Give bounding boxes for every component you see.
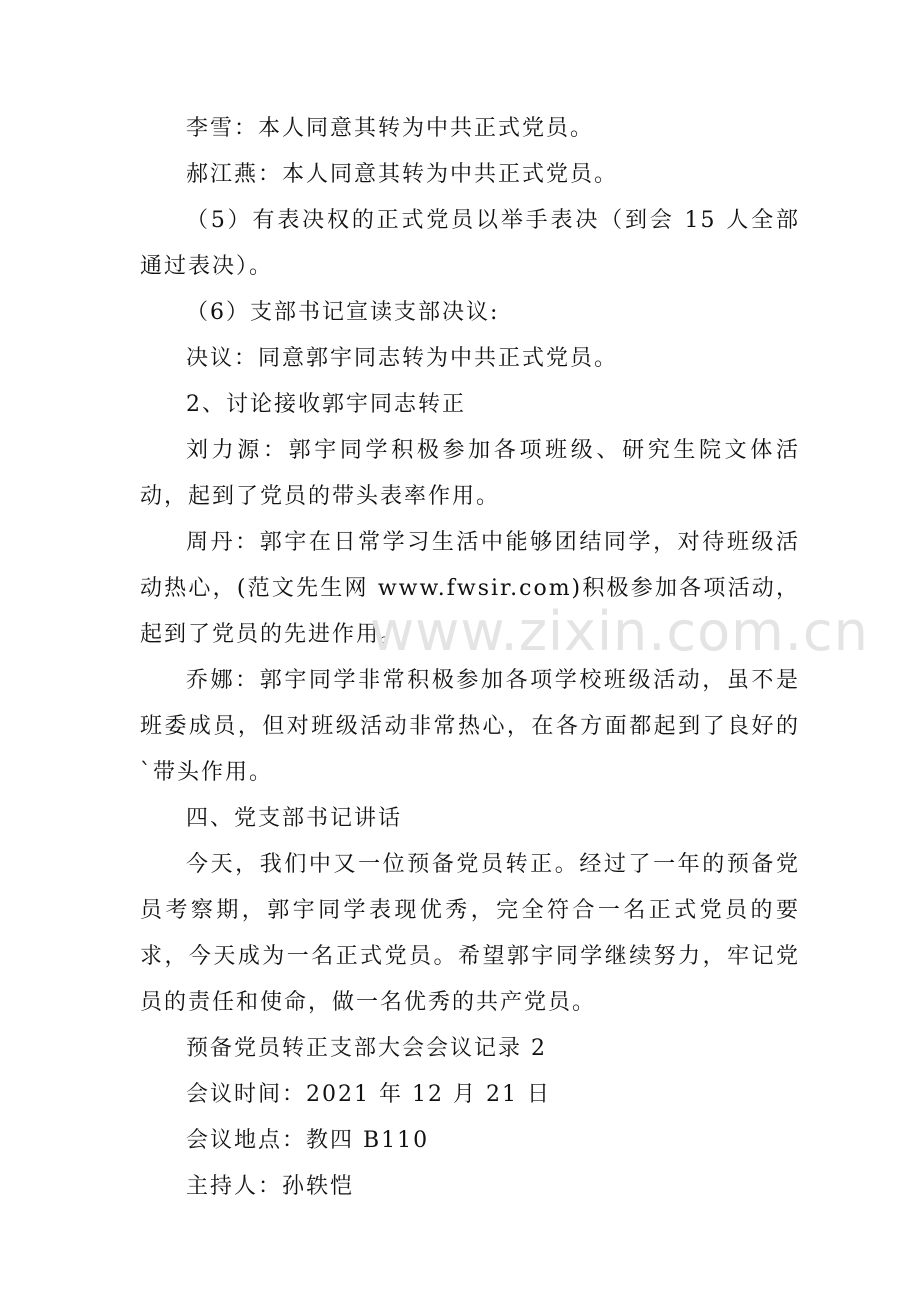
meeting-host: 主持人：孙轶恺 (186, 1174, 355, 1199)
watermark: www.zixin.com.cn (370, 600, 869, 663)
paragraph-liu-liyuan: 刘力源：郭宇同学积极参加各项班级、研究生院文体活动，起到了党员的带头表率作用。 (140, 438, 800, 509)
document-body (140, 106, 800, 1210)
paragraph-show-of-hands: （5）有表决权的正式党员以举手表决（到会 15 人全部通过表决）。 (140, 208, 800, 279)
section-heading-secretary-speech: 四、党支部书记讲话 (186, 806, 403, 831)
paragraph-vote-hejiangyan: 郝江燕：本人同意其转为中共正式党员。 (186, 162, 619, 187)
paragraph-qiao-na: 乔娜：郭宇同学非常积极参加各项学校班级活动，虽不是班委成员，但对班级活动非常热心，在各方面都起到了良好的`带头作用。 (140, 668, 800, 785)
paragraph-vote-lixue: 李雪：本人同意其转为中共正式党员。 (186, 116, 595, 141)
section-heading-discussion: 2、讨论接收郭宇同志转正 (186, 392, 466, 417)
record-title: 预备党员转正支部大会会议记录 2 (186, 1036, 547, 1061)
meeting-time: 会议时间：2021 年 12 月 21 日 (186, 1082, 551, 1107)
paragraph-resolution: 决议：同意郭宇同志转为中共正式党员。 (186, 346, 619, 371)
meeting-location: 会议地点：教四 B110 (186, 1128, 430, 1153)
paragraph-secretary-speech: 今天，我们中又一位预备党员转正。经过了一年的预备党员考察期，郭宇同学表现优秀，完全符合一名正式党员的要求，今天成为一名正式党员。希望郭宇同学继续努力，牢记党员的责任和使命，做一名优秀的共产党员。 (140, 852, 800, 1015)
paragraph-read-resolution: （6）支部书记宣读支部决议: (186, 300, 500, 325)
paragraph-zhou-dan: 周丹：郭宇在日常学习生活中能够团结同学，对待班级活动热心，(范文先生网 www.fwsir.com)积极参加各项活动，起到了党员的先进作用。 (140, 530, 800, 647)
